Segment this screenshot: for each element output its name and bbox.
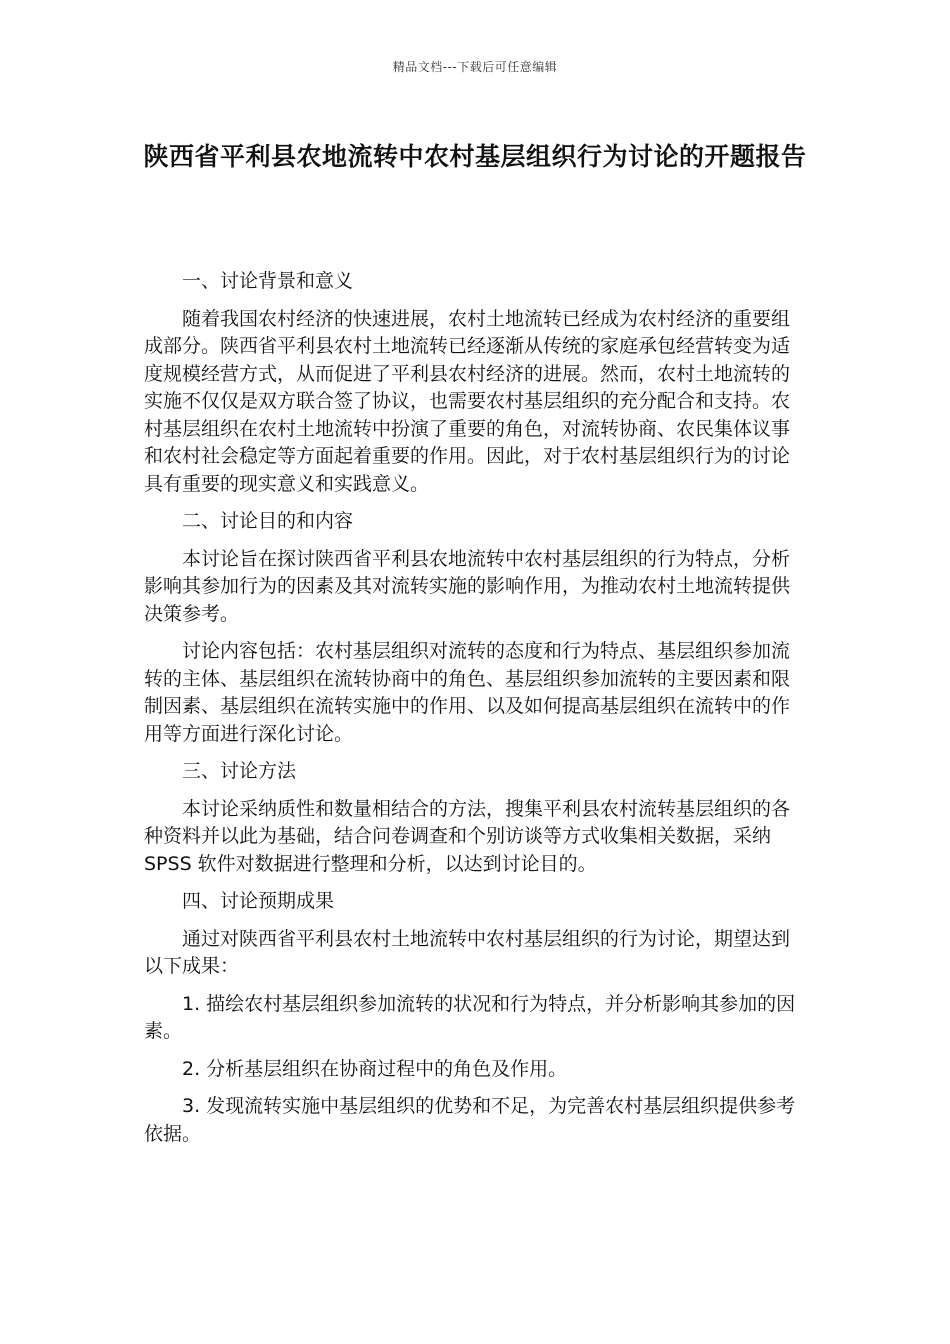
list-item-outcome-1: 1. 描绘农村基层组织参加流转的状况和行为特点，并分析影响其参加的因素。: [144, 992, 796, 1042]
list-item-outcome-2: 2. 分析基层组织在协商过程中的角色及作用。: [182, 1057, 568, 1080]
paragraph-background: 随着我国农村经济的快速进展，农村土地流转已经成为农村经济的重要组成部分。陕西省平利县农村土地流转已经逐渐从传统的家庭承包经营转变为适度规模经营方式，从而促进了平利县农村经济的进展。然而，农村土地流转的实施不仅仅是双方联合签了协议，也需要农村基层组织的充分配合和支持。农村基层组织在农村土地流转中扮演了重要的角色，对流转协商、农民集体议事和农村社会稳定等方面起着重要的作用。因此，对于农村基层组织行为的讨论具有重要的现实意义和实践意义。: [144, 307, 791, 495]
document-body: [144, 268, 806, 1158]
paragraph-method: 本讨论采纳质性和数量相结合的方法，搜集平利县农村流转基层组织的各种资料并以此为基础，结合问卷调查和个别访谈等方式收集相关数据，采纳 SPSS 软件对数据进行整理和分析，以达到讨论目的。: [144, 797, 791, 875]
paragraph-content: 讨论内容包括：农村基层组织对流转的态度和行为特点、基层组织参加流转的主体、基层组织在流转协商中的角色、基层组织参加流转的主要因素和限制因素、基层组织在流转实施中的作用、以及如何提高基层组织在流转中的作用等方面进行深化讨论。: [144, 640, 791, 745]
section-heading-outcomes: 四、讨论预期成果: [182, 890, 335, 912]
section-heading-background: 一、讨论背景和意义: [182, 270, 354, 292]
paragraph-purpose: 本讨论旨在探讨陕西省平利县农地流转中农村基层组织的行为特点，分析影响其参加行为的因素及其对流转实施的影响作用，为推动农村土地流转提供决策参考。: [144, 547, 791, 625]
list-item-outcome-3: 3. 发现流转实施中基层组织的优势和不足，为完善农村基层组织提供参考依据。: [144, 1095, 796, 1145]
paragraph-outcomes-intro: 通过对陕西省平利县农村土地流转中农村基层组织的行为讨论，期望达到以下成果：: [144, 927, 791, 977]
section-heading-method: 三、讨论方法: [182, 760, 297, 782]
header-note: 精品文档---下载后可任意编辑: [392, 60, 558, 74]
section-heading-purpose: 二、讨论目的和内容: [182, 510, 354, 532]
document-title: 陕西省平利县农地流转中农村基层组织行为讨论的开题报告: [143, 142, 807, 171]
